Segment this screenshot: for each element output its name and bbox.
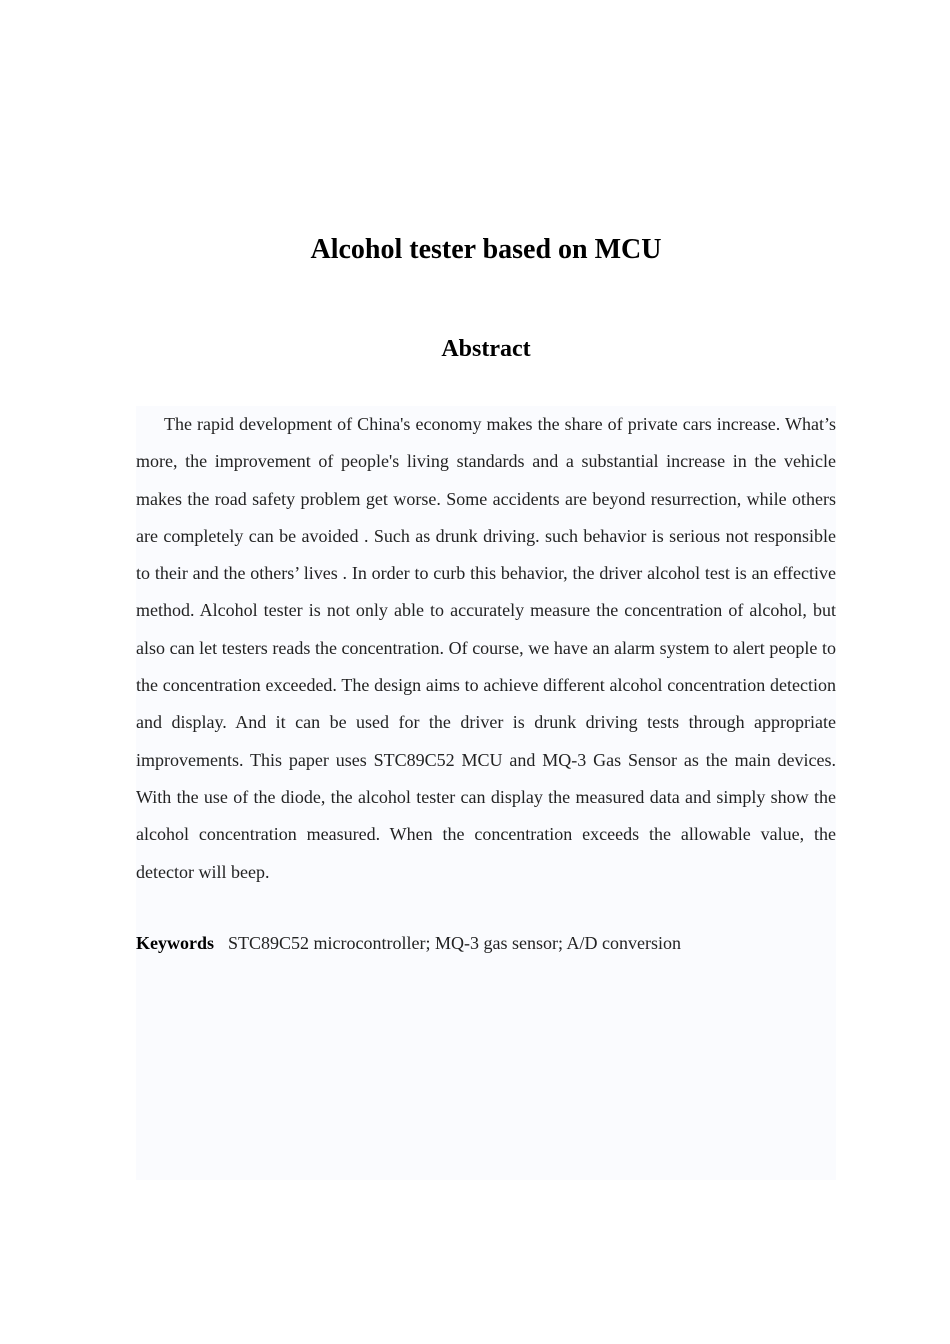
keywords-label: Keywords [136,933,214,953]
abstract-section [136,406,836,1180]
keywords-line [136,930,836,956]
abstract-body: The rapid development of China's economy makes the share of private cars increase. What’s more, the improvement of people's living standards and a substantial increase in the vehicle makes the road safety problem get worse. Some accidents are beyond resurrection, while others are completely can be avoided . Such as drunk driving. such behavior is serious not responsible to their and the others’ lives . In order to curb this behavior, the driver alcohol test is an effective method. Alcohol tester is not only able to accurately measure the concentration of alcohol, but also can let testers reads the concentration. Of course, we have an alarm system to alert people to the concentration exceeded. The design aims to achieve different alcohol concentration detection and display. And it can be used for the driver is drunk driving tests through appropriate improvements. This paper uses STC89C52 MCU and MQ-3 Gas Sensor as the main devices. With the use of the diode, the alcohol tester can display the measured data and simply show the alcohol concentration measured. When the concentration exceeds the allowable value, the detector will beep. [136,414,836,882]
abstract-heading: Abstract [441,336,531,362]
paper-title: Alcohol tester based on MCU [310,234,662,265]
keywords-text: STC89C52 microcontroller; MQ-3 gas sensor; A/D conversion [228,933,681,953]
